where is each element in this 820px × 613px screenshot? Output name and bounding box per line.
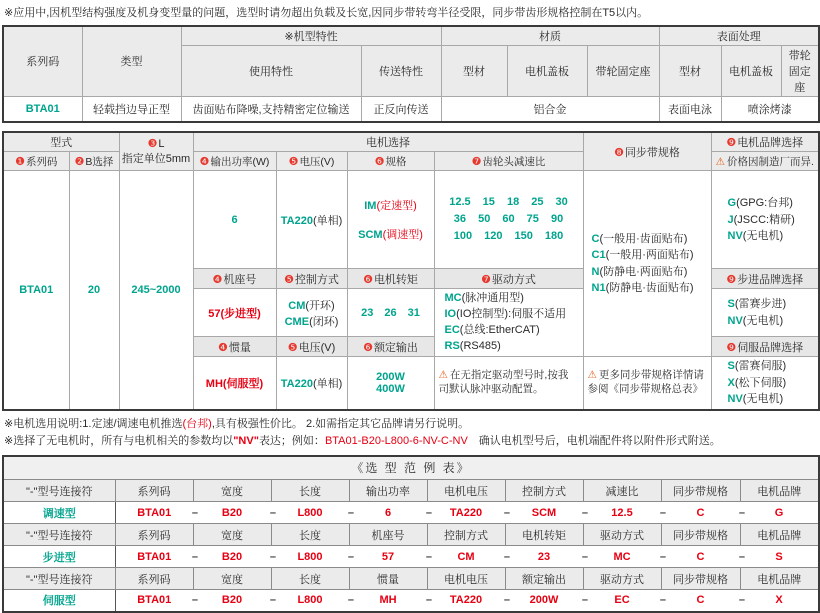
frame-size-label: 机座号 [223, 273, 257, 286]
brand-price-note [711, 152, 819, 171]
circled-7-badge: ❼ [481, 273, 491, 286]
control-cme-code: CME [284, 315, 310, 328]
drive-option-rs [445, 339, 581, 355]
stepper-frame-value: 57(步进型) [193, 289, 276, 337]
material-value: 铝合金 [441, 96, 659, 122]
use-feature-value: 齿面贴布降噪,支持精密定位输送 [181, 96, 361, 122]
stepper-s-code: S [727, 298, 735, 311]
inertia-label: 惯量 [228, 341, 251, 354]
col-header-material-profile: 型材 [441, 45, 507, 96]
col-header-motor-brand [711, 132, 819, 152]
series-value: BTA01 [3, 171, 69, 410]
servo-voltage-code: TA220 [280, 378, 313, 391]
belt-option-c [592, 231, 709, 248]
warning-icon: ⚠ [587, 369, 597, 382]
drive-option-ec [445, 323, 581, 339]
speed-control-header-row [3, 480, 819, 502]
circled-7-badge: ❼ [471, 155, 482, 168]
servo-nv-code: NV [727, 393, 743, 406]
brand-nv-desc: (无电机) [742, 230, 784, 243]
servo-example-row [3, 590, 819, 612]
subheader-stepper-brand [711, 269, 819, 289]
drive-default-note-text: 在无指定驱动型号时,按我司默认脉冲驱动配置。 [438, 369, 569, 396]
stepper-nv-code: NV [727, 314, 743, 327]
connector-dash: – [659, 506, 666, 519]
connector-dash: – [581, 506, 588, 519]
col-header-type: 类型 [82, 26, 181, 97]
example-type-label: 步进型 [3, 546, 115, 568]
belt-spec-label: 同步带规格 [624, 146, 680, 159]
note2-text3: 确认电机型号后，电机端配件将以附件形式附送。 [467, 434, 721, 447]
col-header-series: 系列码 [3, 26, 82, 97]
example-value: C [696, 506, 705, 519]
stepper-brand-s [728, 296, 817, 313]
stepper-nv-desc: (无电机) [742, 314, 784, 327]
drive-header: 驱动方式 [583, 568, 661, 590]
belt-more-note [583, 357, 711, 410]
no-motor-note [2, 433, 818, 450]
connector-dash: – [738, 594, 745, 607]
length-unit-label: 指定单位5mm [121, 153, 191, 166]
belt-c-code: C [591, 232, 600, 245]
motor-torque-label: 电机转矩 [373, 273, 418, 286]
connector-dash: – [269, 550, 276, 563]
spec-im-code: IM [364, 200, 377, 213]
col-header-series2 [3, 152, 69, 171]
control-mode-label: 控制方式 [294, 273, 339, 286]
subheader-servo-brand [711, 337, 819, 357]
subheader-inertia [193, 337, 276, 357]
connector-dash: – [581, 594, 588, 607]
connector-header: "-"型号连接符 [3, 480, 115, 502]
spec-im-desc: (定速型) [376, 200, 417, 213]
ac-motor-brand-options [711, 171, 819, 269]
note2-text2: 表达；例如： [258, 434, 325, 447]
length-header: 长度 [271, 568, 349, 590]
servo-brand-s [728, 358, 817, 375]
surface-paint-value: 喷涂烤漆 [721, 96, 819, 122]
spec-scm-desc: (调速型) [382, 229, 423, 242]
col-header-spec [347, 152, 434, 171]
gear-ratio-line1: 12.5 15 18 25 30 [449, 196, 568, 209]
example-value: TA220 [449, 506, 483, 519]
connector-dash: – [503, 550, 510, 563]
connector-dash: – [191, 550, 198, 563]
drive-ec-desc: (总线:EtherCAT) [459, 323, 540, 336]
circled-6-badge: ❻ [374, 155, 385, 168]
motor-brand-label: 电机品牌选择 [737, 137, 804, 150]
example-value: C [696, 594, 705, 607]
example-value: L800 [297, 594, 323, 607]
belt-header: 同步带规格 [661, 480, 740, 502]
col-header-material-seat: 带轮固定座 [587, 45, 659, 96]
group-header-material: 材质 [441, 26, 659, 46]
example-value: BTA01 [137, 594, 172, 607]
power-value: 6 [193, 171, 276, 269]
circled-6-badge: ❻ [363, 273, 373, 286]
note2-nv: "NV" [233, 434, 259, 447]
drive-mode-label: 驱动方式 [491, 273, 536, 286]
brand-header: 电机品牌 [740, 480, 819, 502]
col-header-surface-profile: 型材 [659, 45, 721, 96]
example-value: BTA01 [137, 506, 172, 519]
col-header-length [119, 132, 193, 171]
spec-option-im [350, 197, 432, 213]
ratio-header: 减速比 [583, 480, 661, 502]
drive-mode-options [434, 289, 583, 357]
example-value: 200W [529, 594, 559, 607]
belt-option-n [592, 264, 709, 281]
drive-header: 驱动方式 [583, 524, 661, 546]
servo-voltage-label: 电压(V) [298, 341, 336, 354]
connector-dash: – [503, 594, 510, 607]
spec-label: 规格 [385, 155, 407, 168]
connector-dash: – [347, 506, 354, 519]
circled-4-badge: ❹ [212, 273, 223, 286]
example-value: L800 [297, 550, 323, 563]
drive-mc-code: MC [444, 291, 462, 304]
belt-header: 同步带规格 [661, 568, 740, 590]
model-selection-table [2, 131, 820, 411]
brand-price-note-text: 价格因制造厂而异. [727, 155, 814, 168]
series-header: 系列码 [115, 568, 193, 590]
rated-output-200w: 200W [376, 371, 405, 384]
length-range-value: 245~2000 [119, 171, 193, 410]
connector-dash: – [738, 506, 745, 519]
belt-n1-code: N1 [591, 282, 606, 295]
control-header: 控制方式 [427, 524, 505, 546]
example-value: X [775, 594, 783, 607]
group-header-motor-select: 电机选择 [193, 132, 583, 152]
example-value: B20 [221, 550, 243, 563]
brand-header: 电机品牌 [740, 524, 819, 546]
brand-header: 电机品牌 [740, 568, 819, 590]
servo-s-code: S [727, 360, 735, 373]
belt-n-desc: (防静电·两面贴布) [599, 265, 688, 278]
brand-g-desc: (GPG:台邦) [736, 197, 793, 210]
footnotes [2, 416, 818, 450]
rated-output-label: 额定输出 [373, 341, 418, 354]
rated-output-400w: 400W [376, 383, 405, 396]
motor-selection-note [2, 416, 818, 433]
control-header: 控制方式 [505, 480, 583, 502]
group-header-features: ※机型特性 [181, 26, 441, 46]
servo-nv-desc: (无电机) [742, 393, 784, 406]
stepper-control-options [276, 289, 347, 337]
example-value: MH [379, 594, 397, 607]
b-select-label: B选择 [85, 155, 114, 168]
speed-control-example-row [3, 502, 819, 524]
circled-5-badge: ❺ [287, 341, 298, 354]
example-value: 57 [381, 550, 395, 563]
series-label: 系列码 [25, 155, 58, 168]
connector-header: "-"型号连接符 [3, 568, 115, 590]
circled-9-badge: ❾ [726, 137, 737, 150]
col-header-voltage [276, 152, 347, 171]
series-code-value: BTA01 [3, 96, 82, 122]
torque-header: 电机转矩 [505, 524, 583, 546]
voltage-desc: (单相) [312, 214, 343, 227]
power-label: 输出功率(W) [210, 155, 270, 168]
control-option-cm [279, 297, 345, 313]
circled-5-badge: ❺ [288, 155, 299, 168]
servo-inertia-value: MH(伺服型) [193, 357, 276, 410]
example-value: 12.5 [611, 506, 633, 519]
drive-rs-desc: (RS485) [459, 339, 501, 352]
connector-header: "-"型号连接符 [3, 524, 115, 546]
servo-s-desc: (雷赛伺服) [734, 360, 787, 373]
example-type-label: 伺服型 [3, 590, 115, 612]
spec-scm-code: SCM [358, 229, 383, 242]
warning-icon: ⚠ [715, 155, 725, 168]
example-value: EC [614, 594, 630, 607]
circled-8-badge: ❽ [614, 146, 624, 159]
connector-dash: – [503, 506, 510, 519]
connector-dash: – [659, 594, 666, 607]
voltage-header: 电机电压 [427, 480, 505, 502]
subheader-drive-mode [434, 269, 583, 289]
col-header-use-feature: 使用特性 [181, 45, 361, 96]
voltage-label: 电压(V) [299, 155, 335, 168]
control-cme-desc: (闭环) [309, 315, 339, 328]
voltage-value [276, 171, 347, 269]
connector-dash: – [425, 506, 432, 519]
stepper-header-row [3, 524, 819, 546]
ordering-example-table [2, 455, 820, 613]
subheader-servo-voltage [276, 337, 347, 357]
circled-4-badge: ❹ [218, 341, 228, 354]
b-select-value: 20 [69, 171, 119, 410]
example-value: L800 [297, 506, 323, 519]
brand-option-g [728, 195, 817, 212]
belt-option-c1 [592, 247, 709, 264]
example-value: SCM [531, 506, 557, 519]
servo-voltage-value [276, 357, 347, 410]
circled-1-badge: ❶ [15, 155, 25, 168]
stepper-brand-options [711, 289, 819, 337]
series-header: 系列码 [115, 524, 193, 546]
servo-x-code: X [727, 376, 735, 389]
stepper-brand-nv [728, 313, 817, 330]
voltage-header: 电机电压 [427, 568, 505, 590]
note1-text2: ,具有极强性价比。 2.如需指定其它品牌请另行说明。 [211, 417, 470, 430]
control-cm-desc: (开环) [305, 299, 335, 312]
drive-io-code: IO [444, 307, 457, 320]
example-value: BTA01 [137, 550, 172, 563]
circled-9-badge: ❾ [726, 341, 737, 354]
connector-dash: – [581, 550, 588, 563]
example-type-label: 调速型 [3, 502, 115, 524]
inertia-header: 惯量 [349, 568, 427, 590]
belt-n1-desc: (防静电·齿面贴布) [605, 282, 694, 295]
col-header-power [193, 152, 276, 171]
example-value: B20 [221, 506, 243, 519]
rated-output-header: 额定输出 [505, 568, 583, 590]
connector-dash: – [738, 550, 745, 563]
note1-brand: (台邦) [182, 417, 212, 430]
gear-ratio-line2: 36 50 60 75 90 [453, 213, 564, 226]
brand-option-j [728, 212, 817, 229]
example-value: 23 [537, 550, 551, 563]
gear-ratio-line3: 100 120 150 180 [453, 230, 564, 243]
group-header-surface: 表面处理 [659, 26, 819, 46]
servo-brand-label: 伺服品牌选择 [737, 341, 804, 354]
connector-dash: – [269, 594, 276, 607]
spec-overview-table [2, 25, 820, 124]
drive-option-io [445, 307, 581, 323]
length-label: L [158, 138, 165, 151]
connector-dash: – [191, 594, 198, 607]
drive-option-mc [445, 291, 581, 307]
note1-text: ※电机选用说明:1.定速/调速电机推选 [4, 417, 183, 430]
example-value: C [696, 550, 705, 563]
length-header: 长度 [271, 480, 349, 502]
belt-option-n1 [592, 280, 709, 297]
surface-profile-value: 表面电泳 [659, 96, 721, 122]
servo-brand-x [728, 375, 817, 392]
servo-brand-nv [728, 391, 817, 408]
brand-option-nv [728, 228, 817, 245]
circled-2-badge: ❷ [74, 155, 85, 168]
col-header-surface-cover: 电机盖板 [721, 45, 781, 96]
gear-ratio-values [434, 171, 583, 269]
spec-option-scm [350, 226, 432, 242]
servo-brand-options [711, 357, 819, 410]
example-value: CM [457, 550, 475, 563]
type-value: 轻载挡边导正型 [82, 96, 181, 122]
brand-j-code: J [727, 213, 734, 226]
rated-output-values [347, 357, 434, 410]
drive-rs-code: RS [444, 339, 460, 352]
torque-values: 23 26 31 [347, 289, 434, 337]
col-header-belt-spec [583, 132, 711, 171]
connector-dash: – [191, 506, 198, 519]
control-option-cme [279, 313, 345, 329]
circled-3-badge: ❸ [147, 138, 158, 151]
voltage-code: TA220 [280, 214, 313, 227]
connector-dash: – [659, 550, 666, 563]
circled-5-badge: ❺ [284, 273, 294, 286]
col-header-b-select [69, 152, 119, 171]
drive-io-desc: (IO控制型):伺服不适用 [456, 307, 567, 320]
note2-model-example: BTA01-B20-L800-6-NV-C-NV [324, 434, 468, 447]
frame-header: 机座号 [349, 524, 427, 546]
width-header: 宽度 [193, 480, 271, 502]
example-value: G [774, 506, 784, 519]
group-header-model-type: 型式 [3, 132, 119, 152]
spec-options [347, 171, 434, 269]
circled-4-badge: ❹ [199, 155, 210, 168]
warning-icon: ⚠ [438, 369, 448, 382]
length-header: 长度 [271, 524, 349, 546]
subheader-rated-output [347, 337, 434, 357]
stepper-brand-label: 步进品牌选择 [737, 273, 804, 286]
series-header: 系列码 [115, 480, 193, 502]
example-table-title: 《选 型 范 例 表》 [3, 456, 819, 480]
connector-dash: – [269, 506, 276, 519]
power-header: 输出功率 [349, 480, 427, 502]
connector-dash: – [347, 550, 354, 563]
subheader-control-mode [276, 269, 347, 289]
top-application-note: ※应用中,因机型结构强度及机身变型量的问题，选型时请勿超出负载及长宽,因同步带转弯半径受限，同步带齿形规格控制在T5以内。 [4, 7, 649, 19]
subheader-motor-torque [347, 269, 434, 289]
example-value: S [775, 550, 783, 563]
connector-dash: – [425, 594, 432, 607]
servo-header-row [3, 568, 819, 590]
belt-spec-options [583, 171, 711, 357]
subheader-frame-size [193, 269, 276, 289]
col-header-surface-seat: 带轮固定座 [781, 45, 819, 96]
drive-default-note [434, 357, 583, 410]
example-value: B20 [221, 594, 243, 607]
servo-x-desc: (松下伺服) [734, 376, 787, 389]
example-value: 6 [384, 506, 392, 519]
transfer-feature-value: 正反向传送 [361, 96, 441, 122]
col-header-gear-ratio [434, 152, 583, 171]
stepper-s-desc: (雷赛步进) [734, 298, 787, 311]
control-cm-code: CM [288, 299, 306, 312]
example-value: MC [613, 550, 631, 563]
col-header-transfer-feature: 传送特性 [361, 45, 441, 96]
width-header: 宽度 [193, 568, 271, 590]
drive-mc-desc: (脉冲通用型) [461, 291, 524, 304]
belt-c1-code: C1 [591, 249, 606, 262]
belt-header: 同步带规格 [661, 524, 740, 546]
connector-dash: – [425, 550, 432, 563]
connector-dash: – [347, 594, 354, 607]
belt-n-code: N [591, 265, 600, 278]
gear-ratio-label: 齿轮头减速比 [482, 155, 546, 168]
drive-ec-code: EC [444, 323, 460, 336]
belt-c1-desc: (一般用·两面贴布) [605, 249, 694, 262]
servo-voltage-desc: (单相) [312, 378, 343, 391]
brand-g-code: G [727, 197, 737, 210]
brand-j-desc: (JSCC:精研) [733, 213, 795, 226]
width-header: 宽度 [193, 524, 271, 546]
note2-text: ※选择了无电机时，所有与电机相关的参数均以 [4, 434, 234, 447]
belt-c-desc: (一般用·齿面贴布) [599, 232, 688, 245]
stepper-example-row [3, 546, 819, 568]
example-value: TA220 [449, 594, 483, 607]
belt-more-note-text: 更多同步带规格详情请参阅《同步带规格总表》 [587, 369, 704, 396]
circled-6-badge: ❻ [363, 341, 373, 354]
col-header-material-cover: 电机盖板 [507, 45, 587, 96]
brand-nv-code: NV [727, 230, 743, 243]
circled-9-badge: ❾ [726, 273, 737, 286]
